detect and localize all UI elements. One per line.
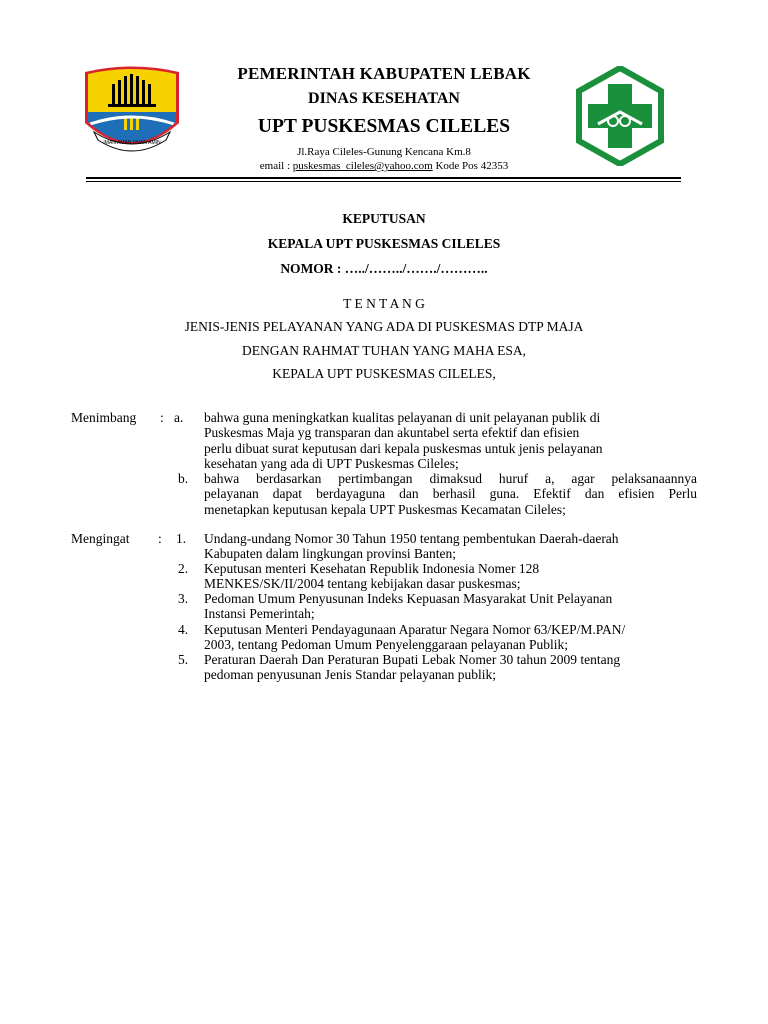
menimbang-a-line: Puskesmas Maja yg transparan dan akuntabel serta efektif dan efisien (204, 425, 580, 441)
mengingat-item-4 (204, 622, 697, 653)
decree-rahmat: DENGAN RAHMAT TUHAN YANG MAHA ESA, (241, 343, 526, 358)
mengingat-item-2 (204, 561, 697, 592)
mengingat-marker-3: 3. (178, 591, 189, 606)
postcode: Kode Pos 42353 (432, 160, 509, 172)
menimbang-marker-b: b. (178, 471, 189, 486)
header-divider-thick (86, 177, 681, 179)
government-title: PEMERINTAH KABUPATEN LEBAK (237, 64, 531, 83)
mengingat-2-line: MENKES/SK/II/2004 tentang kebijakan dasar puskesmas; (204, 576, 521, 592)
menimbang-a-line: perlu dibuat surat keputusan dari kepala puskesmas untuk jenis pelayanan (204, 440, 603, 456)
mengingat-marker-4: 4. (178, 622, 189, 637)
mengingat-3-line: Pedoman Umum Penyusunan Indeks Kepuasan Masyarakat Unit Pelayanan (204, 591, 613, 606)
mengingat-label: Mengingat (71, 531, 130, 546)
decree-tentang: T E N T A N G (343, 296, 425, 311)
email-prefix: email : (259, 160, 293, 172)
mengingat-3-line: Instansi Pemerintah; (204, 606, 315, 622)
decree-kepala-closing: KEPALA UPT PUSKESMAS CILELES, (272, 366, 496, 381)
decree-nomor: NOMOR : …../……../……./……….. (280, 261, 488, 276)
emblem-motto: IMAN AMAN UNAN AMIN (103, 140, 161, 146)
header-divider-thin (86, 181, 681, 182)
address: Jl.Raya Cileles-Gunung Kencana Km.8 (297, 146, 471, 158)
menimbang-item-b (204, 471, 697, 517)
decree-keputusan: KEPUTUSAN (342, 211, 426, 226)
mengingat-5-line: pedoman penyusunan Jenis Standar pelayanan publik; (204, 667, 497, 683)
puskesmas-title: UPT PUSKESMAS CILELES (257, 116, 511, 137)
decree-subject: JENIS-JENIS PELAYANAN YANG ADA DI PUSKESMAS DTP MAJA (184, 319, 584, 334)
decree-kepala: KEPALA UPT PUSKESMAS CILELES (267, 236, 501, 251)
menimbang-b-line: menetapkan keputusan kepala UPT Puskesmas Kecamatan Cileles; (204, 501, 566, 517)
menimbang-b-line: bahwa berdasarkan pertimbangan dimaksud huruf a, agar pelaksanaannya (204, 471, 697, 486)
mengingat-item-3 (204, 591, 697, 622)
mengingat-1-line: Undang-undang Nomor 30 Tahun 1950 tentang pembentukan Daerah-daerah (204, 531, 619, 546)
mengingat-4-line: 2003, tentang Pedoman Umum Penyelenggaraan pelayanan Publik; (204, 637, 569, 653)
menimbang-label: Menimbang (71, 410, 137, 425)
mengingat-5-line: Peraturan Daerah Dan Peraturan Bupati Lebak Nomer 30 tahun 2009 tentang (204, 652, 621, 667)
mengingat-1-line: Kabupaten dalam lingkungan provinsi Banten; (204, 546, 456, 562)
menimbang-colon: : (160, 410, 164, 425)
mengingat-marker-2: 2. (178, 561, 189, 576)
mengingat-marker-1: 1. (176, 531, 187, 546)
menimbang-marker-a: a. (174, 410, 184, 425)
email-line (150, 160, 618, 172)
mengingat-marker-5: 5. (178, 652, 189, 667)
mengingat-item-1 (204, 531, 697, 562)
menimbang-item-a (204, 410, 697, 472)
mengingat-colon: : (158, 531, 162, 546)
mengingat-4-line: Keputusan Menteri Pendayagunaan Aparatur Negara Nomor 63/KEP/M.PAN/ (204, 622, 626, 637)
menimbang-a-line: bahwa guna meningkatkan kualitas pelayanan di unit pelayanan publik di (204, 410, 601, 425)
mengingat-2-line: Keputusan menteri Kesehatan Republik Indonesia Nomer 128 (204, 561, 540, 576)
menimbang-b-line: pelayanan dapat berdayaguna dan berhasil guna. Efektif dan efisien Perlu (204, 486, 697, 502)
department-title: DINAS KESEHATAN (308, 90, 460, 107)
mengingat-item-5 (204, 652, 697, 683)
email-link[interactable]: puskesmas_cileles@yahoo.com (292, 160, 433, 172)
menimbang-a-line: kesehatan yang ada di UPT Puskesmas Cileles; (204, 456, 459, 472)
